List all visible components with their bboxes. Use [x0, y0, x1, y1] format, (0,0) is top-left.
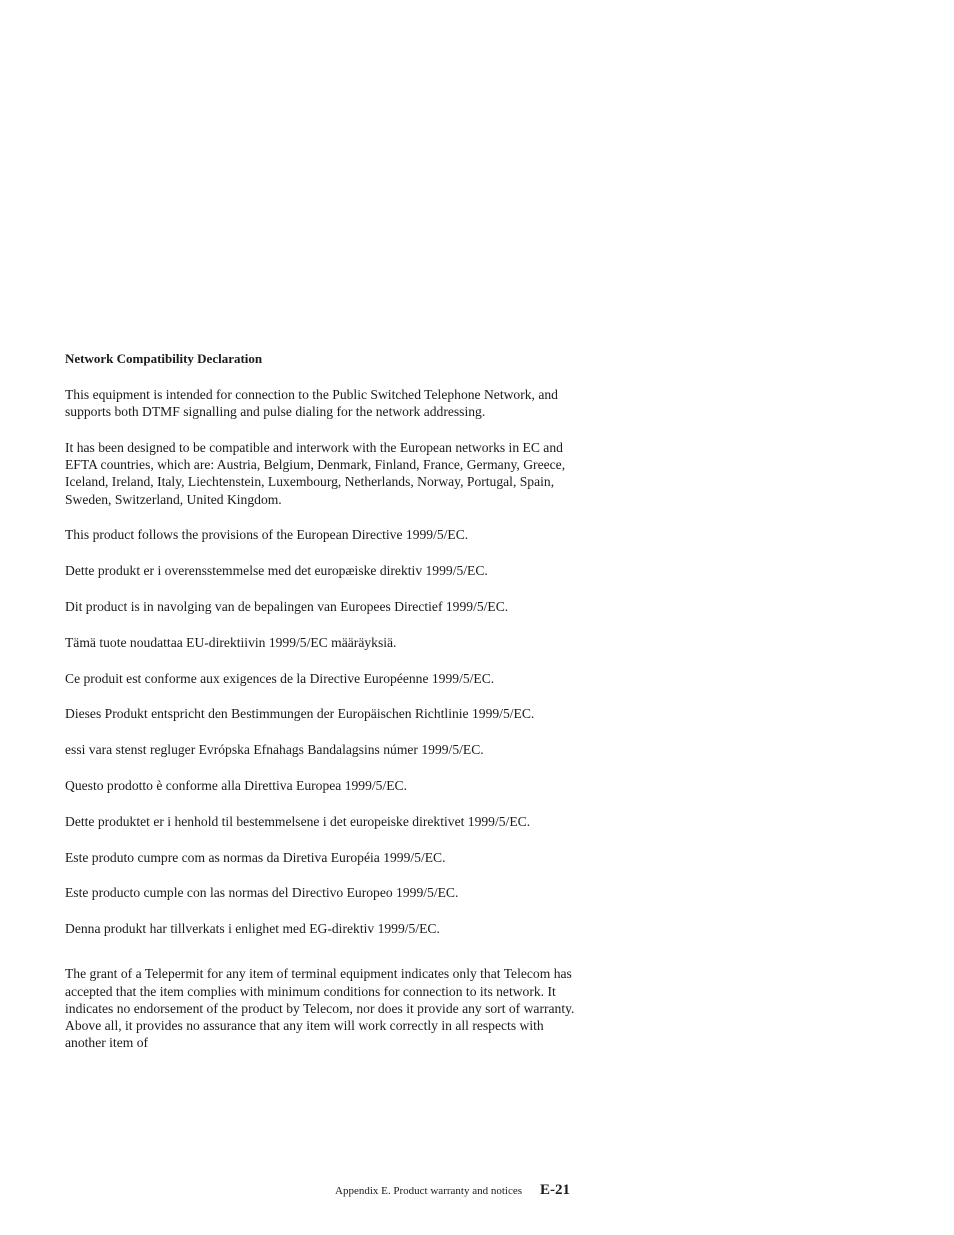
page-number: E-21: [540, 1182, 570, 1198]
paragraph-directive-spanish: Este producto cumple con las normas del Directivo Europeo 1999/5/EC.: [65, 885, 459, 901]
paragraph-directive-dutch: Dit product is in navolging van de bepalingen van Europees Directief 1999/5/EC.: [65, 599, 509, 614]
footer-section-title: Appendix E. Product warranty and notices: [335, 1185, 522, 1197]
paragraph-directive-italian: Questo prodotto è conforme alla Direttiva Europea 1999/5/EC.: [65, 777, 408, 793]
paragraph-directive-french: Ce produit est conforme aux exigences de la Directive Européenne 1999/5/EC.: [65, 670, 495, 686]
section-heading: Network Compatibility Declaration: [65, 351, 263, 366]
paragraph-directive-swedish: Denna produkt har tillverkats i enlighet med EG-direktiv 1999/5/EC.: [65, 921, 440, 937]
paragraph-directive-norwegian: Dette produktet er i henhold til bestemmelsene i det europeiske direktivet 1999/5/EC.: [65, 813, 531, 829]
paragraph-pstn-connection: This equipment is intended for connection to the Public Switched Telephone Network, and supports both DTMF signalling and pulse dialing for the network addressing.: [65, 387, 558, 420]
paragraph-directive-german: Dieses Produkt entspricht den Bestimmungen der Europäischen Richtlinie 1999/5/EC.: [65, 706, 535, 722]
document-body: [65, 350, 575, 1070]
page-footer: [310, 1181, 570, 1199]
paragraph-directive-icelandic: essi vara stenst regluger Evrópska Efnahags Bandalagsins númer 1999/5/EC.: [65, 742, 484, 758]
paragraph-european-networks: It has been designed to be compatible and interwork with the European networks in EC and EFTA countries, which are: Austria, Belgium, Denmark, Finland, France, Germany, Greece, Iceland, Ireland, Italy, Liechtenstein, Luxembourg, Netherlands, Norway, Portugal, Spain, Sweden, Switzerland, United Kingdom.: [65, 440, 566, 507]
paragraph-telepermit: The grant of a Telepermit for any item of terminal equipment indicates only that Telecom has accepted that the item complies with minimum conditions for connection to its network. It indicates no endorsement of the product by Telecom, nor does it provide any sort of warranty. Above all, it provides no assurance that any item will work correctly in all respects with another item of: [65, 966, 575, 1051]
paragraph-directive-danish: Dette produkt er i overensstemmelse med det europæiske direktiv 1999/5/EC.: [65, 563, 488, 579]
paragraph-directive-finnish: Tämä tuote noudattaa EU-direktiivin 1999/5/EC määräyksiä.: [65, 634, 397, 650]
paragraph-directive-portuguese: Este produto cumpre com as normas da Diretiva Européia 1999/5/EC.: [65, 849, 446, 865]
paragraph-directive-english: This product follows the provisions of the European Directive 1999/5/EC.: [65, 527, 469, 543]
